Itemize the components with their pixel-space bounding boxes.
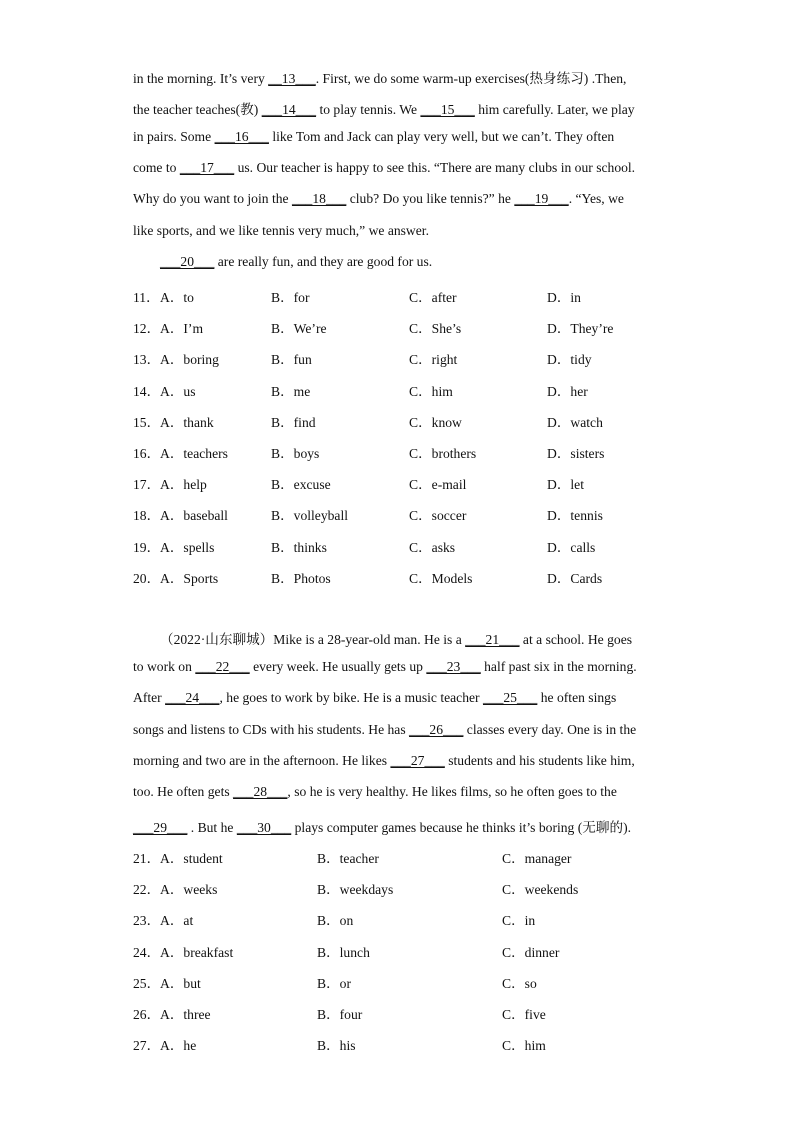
question-number: 15． — [133, 415, 161, 430]
option-a: A．us — [160, 384, 196, 399]
option-b: B．We’re — [271, 321, 327, 336]
passage-text: half past six in the morning. — [480, 659, 637, 674]
passage-line — [133, 753, 635, 769]
passage-line — [133, 722, 636, 738]
option-c: C．in — [502, 913, 536, 928]
answer-blank: ___23___ — [426, 659, 481, 674]
passage-text: songs and listens to CDs with his students. He has — [133, 722, 410, 737]
option-a: A．breakfast — [160, 945, 234, 960]
option-d: D．They’re — [547, 321, 614, 336]
answer-blank: ___14___ — [261, 102, 317, 117]
option-a: A．boring — [160, 352, 219, 367]
passage-text: like Tom and Jack can play very well, but we can’t. They often — [268, 129, 615, 144]
answer-blank: ___24___ — [165, 690, 220, 705]
passage-text: . “Yes, we — [568, 191, 624, 206]
passage-line — [133, 816, 631, 836]
answer-blank: ___28___ — [233, 784, 288, 799]
passage-text: us. Our teacher is happy to see this. “There are many clubs in our school. — [234, 160, 636, 175]
option-d: D．tidy — [547, 352, 592, 367]
answer-blank: ___27___ — [390, 753, 445, 768]
question-number: 26． — [133, 1007, 161, 1022]
option-c: C．him — [409, 384, 453, 399]
question-number: 11． — [133, 290, 160, 305]
option-a: A．three — [160, 1007, 211, 1022]
answer-blank: __13___ — [268, 71, 316, 86]
option-a: A．at — [160, 913, 194, 928]
option-d: D．in — [547, 290, 581, 305]
question-number: 24． — [133, 945, 161, 960]
question-number: 20． — [133, 571, 161, 586]
option-d: D．Cards — [547, 571, 603, 586]
option-c: C．right — [409, 352, 458, 367]
answer-blank: ___19___ — [514, 191, 569, 206]
option-c: C．manager — [502, 851, 572, 866]
passage-line — [160, 628, 632, 648]
option-a: A．help — [160, 477, 207, 492]
passage-text: every week. He usually gets up — [249, 659, 427, 674]
passage-text: too. He often gets — [133, 784, 234, 799]
question-number: 17． — [133, 477, 161, 492]
option-c: C．She’s — [409, 321, 462, 336]
passage-text: students and his students like him, — [444, 753, 635, 768]
option-b: B．or — [317, 976, 351, 991]
passage-text: to play tennis. We — [316, 102, 421, 117]
passage-line — [133, 160, 635, 176]
passage-text: . But he — [187, 820, 237, 835]
option-c: C．so — [502, 976, 537, 991]
question-number: 13． — [133, 352, 161, 367]
passage-text: , so he is very healthy. He likes films, so he often goes to the — [287, 784, 617, 799]
answer-blank: ___16___ — [214, 129, 269, 144]
answer-blank: ___22___ — [195, 659, 250, 674]
option-d: D．her — [547, 384, 588, 399]
passage-text: morning and two are in the afternoon. He likes — [133, 753, 391, 768]
passage-line — [133, 223, 429, 239]
option-b: B．his — [317, 1038, 356, 1053]
option-b: B．Photos — [271, 571, 331, 586]
answer-blank: ___25___ — [482, 690, 538, 705]
option-c: C．know — [409, 415, 462, 430]
option-c: C．asks — [409, 540, 456, 555]
passage-line — [133, 659, 637, 675]
passage-line — [133, 784, 617, 800]
passage-text: like sports, and we like tennis very much,” we answer. — [133, 223, 429, 238]
option-c: C．after — [409, 290, 457, 305]
option-b: B．lunch — [317, 945, 370, 960]
option-a: A．student — [160, 851, 223, 866]
option-a: A．weeks — [160, 882, 218, 897]
option-b: B．teacher — [317, 851, 379, 866]
answer-blank: ___17___ — [179, 160, 235, 175]
answer-blank: ___29___ — [133, 820, 188, 835]
option-c: C．weekends — [502, 882, 579, 897]
option-c: C．brothers — [409, 446, 477, 461]
passage-text: the teacher teaches(教) — [133, 102, 262, 117]
passage-text: in pairs. Some — [133, 129, 215, 144]
passage-text: are really fun, and they are good for us. — [214, 254, 433, 269]
option-b: B．boys — [271, 446, 320, 461]
option-b: B．find — [271, 415, 316, 430]
answer-blank: ___20___ — [160, 254, 215, 269]
answer-blank: ___26___ — [409, 722, 464, 737]
option-b: B．weekdays — [317, 882, 394, 897]
option-a: A．thank — [160, 415, 214, 430]
option-d: D．watch — [547, 415, 603, 430]
passage-text: , he goes to work by bike. He is a music teacher — [219, 690, 483, 705]
option-a: A．I’m — [160, 321, 204, 336]
passage-text: come to — [133, 160, 180, 175]
answer-blank: ___21___ — [465, 632, 520, 647]
answer-blank: ___30___ — [236, 820, 292, 835]
question-number: 23． — [133, 913, 161, 928]
option-b: B．excuse — [271, 477, 331, 492]
option-d: D．sisters — [547, 446, 605, 461]
option-a: A．teachers — [160, 446, 228, 461]
option-b: B．on — [317, 913, 354, 928]
option-d: D．calls — [547, 540, 596, 555]
option-c: C．e-mail — [409, 477, 467, 492]
passage-text: club? Do you like tennis?” he — [346, 191, 515, 206]
passage-text: After — [133, 690, 166, 705]
option-c: C．soccer — [409, 508, 467, 523]
passage-text: to work on — [133, 659, 196, 674]
option-a: A．to — [160, 290, 194, 305]
option-b: B．me — [271, 384, 311, 399]
passage-text: him carefully. Later, we play — [474, 102, 635, 117]
question-number: 16． — [133, 446, 161, 461]
option-d: D．tennis — [547, 508, 603, 523]
option-a: A．Sports — [160, 571, 219, 586]
passage-text: plays computer games because he thinks it’s boring (无聊的). — [291, 820, 631, 835]
passage-text: at a school. He goes — [519, 632, 633, 647]
passage-line — [133, 67, 626, 87]
passage-text: classes every day. One is in the — [463, 722, 637, 737]
passage-text: Why do you want to join the — [133, 191, 292, 206]
option-b: B．volleyball — [271, 508, 349, 523]
option-a: A．but — [160, 976, 201, 991]
question-number: 14． — [133, 384, 161, 399]
option-a: A．spells — [160, 540, 215, 555]
passage-line — [133, 191, 624, 207]
option-c: C．Models — [409, 571, 473, 586]
answer-blank: ___18___ — [291, 191, 347, 206]
passage-text: （2022·山东聊城）Mike is a 28-year-old man. He is a — [160, 632, 466, 647]
question-number: 25． — [133, 976, 161, 991]
passage-text: he often sings — [537, 690, 617, 705]
question-number: 22． — [133, 882, 161, 897]
option-c: C．five — [502, 1007, 546, 1022]
passage-line — [160, 254, 432, 270]
passage-text: in the morning. It’s very — [133, 71, 269, 86]
option-d: D．let — [547, 477, 584, 492]
option-b: B．thinks — [271, 540, 327, 555]
passage-text: . First, we do some warm-up exercises(热身练习) .Then, — [315, 71, 627, 86]
answer-blank: ___15___ — [420, 102, 475, 117]
question-number: 21． — [133, 851, 161, 866]
option-c: C．him — [502, 1038, 546, 1053]
option-b: B．fun — [271, 352, 312, 367]
option-a: A．baseball — [160, 508, 228, 523]
question-number: 18． — [133, 508, 161, 523]
passage-line — [133, 129, 614, 145]
question-number: 19． — [133, 540, 161, 555]
option-a: A．he — [160, 1038, 197, 1053]
option-c: C．dinner — [502, 945, 560, 960]
passage-line — [133, 98, 635, 118]
question-number: 27． — [133, 1038, 161, 1053]
question-number: 12． — [133, 321, 161, 336]
option-b: B．four — [317, 1007, 363, 1022]
option-b: B．for — [271, 290, 310, 305]
passage-line — [133, 690, 616, 706]
